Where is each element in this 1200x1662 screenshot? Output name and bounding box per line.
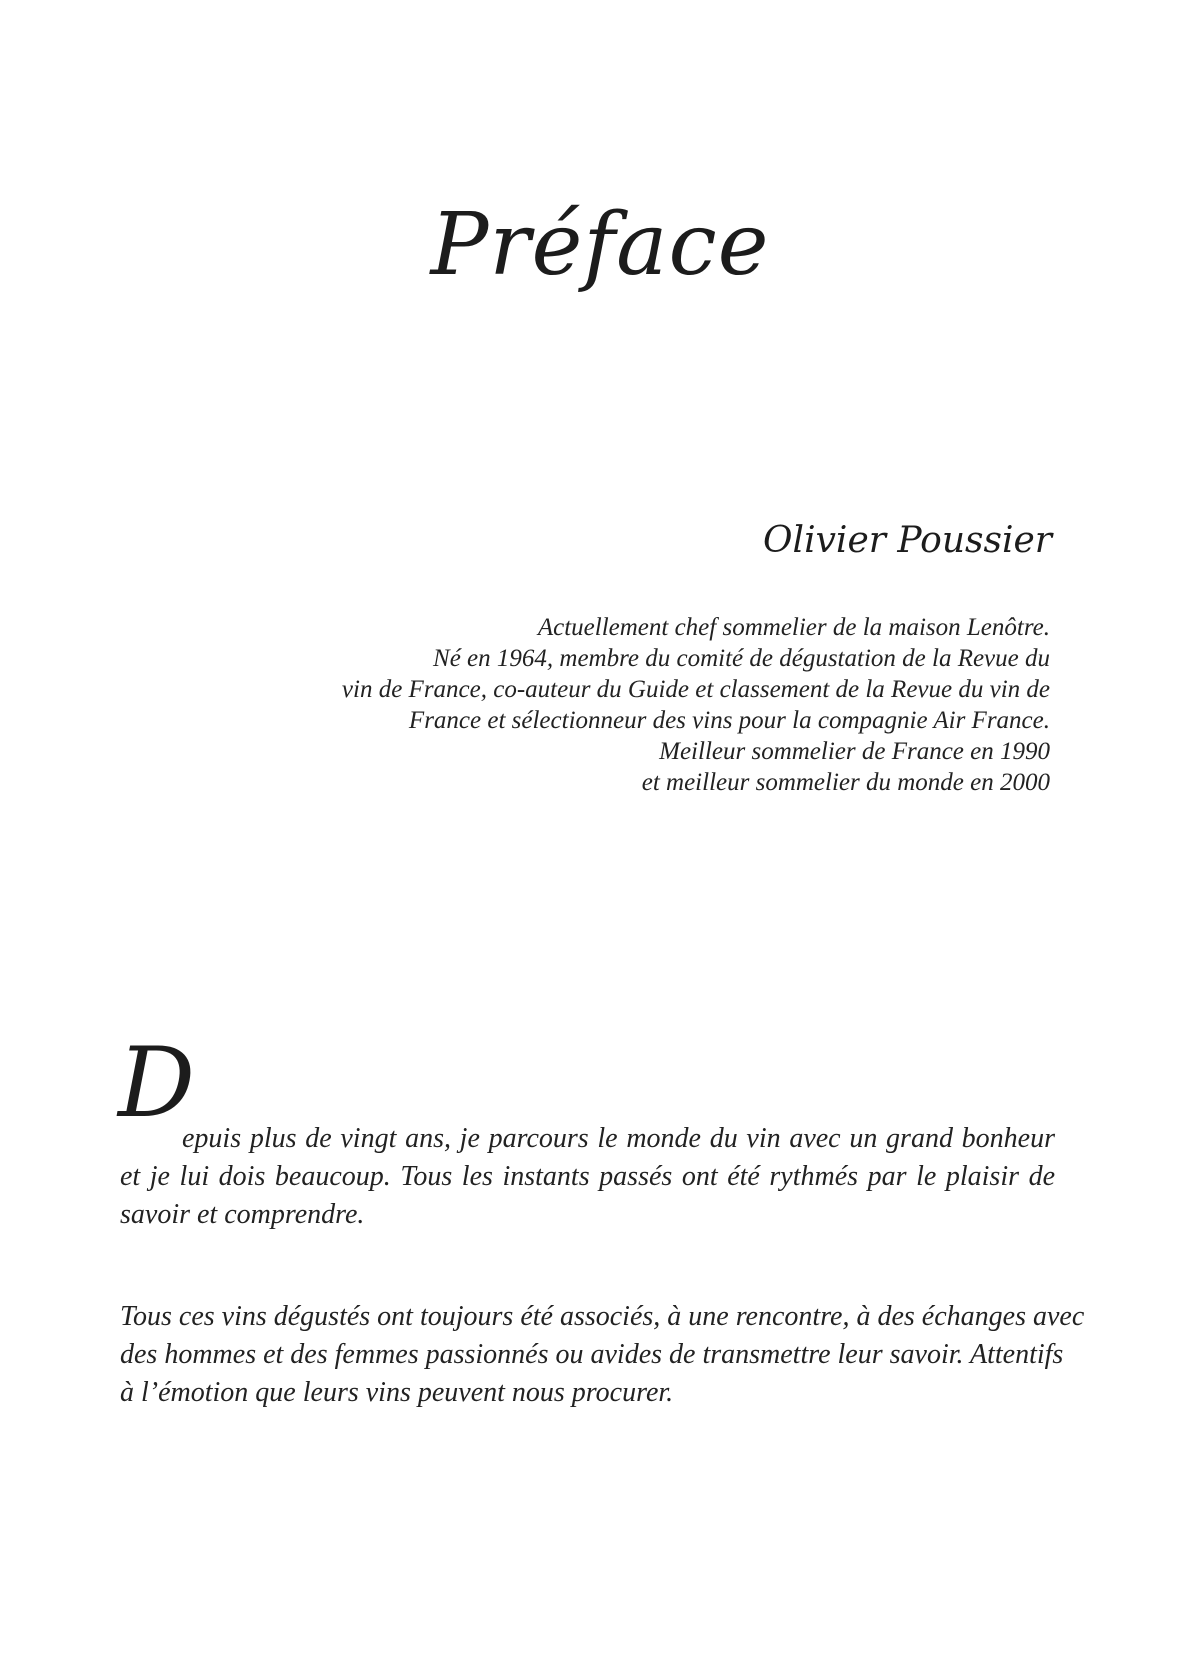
- paragraph-line: Tous ces vins dégustés ont toujours été associés, à une rencontre, à des échanges avec: [120, 1301, 1085, 1332]
- drop-cap: D: [118, 1027, 195, 1139]
- bio-line: Né en 1964, membre du comité de dégustation de la Revue du: [433, 645, 1050, 672]
- bio-line: vin de France, co-auteur du Guide et classement de la Revue du vin de: [341, 676, 1050, 703]
- author-bio: [330, 612, 1050, 798]
- paragraph-line: epuis plus de vingt ans, je parcours le monde du vin avec un grand bonheur: [182, 1123, 1055, 1154]
- paragraph-line: savoir et comprendre.: [120, 1199, 365, 1230]
- paragraph-2: [120, 1298, 1085, 1412]
- bio-line: et meilleur sommelier du monde en 2000: [641, 769, 1050, 796]
- paragraph-line: des hommes et des femmes passionnés ou avides de transmettre leur savoir. Attentifs: [120, 1339, 1064, 1370]
- bio-line: France et sélectionneur des vins pour la compagnie Air France.: [408, 707, 1050, 734]
- paragraph-line: et je lui dois beaucoup. Tous les instants passés ont été rythmés par le plaisir de: [120, 1161, 1055, 1192]
- paragraph-line: à l’émotion que leurs vins peuvent nous procurer.: [120, 1377, 674, 1408]
- bio-line: Actuellement chef sommelier de la maison Lenôtre.: [537, 614, 1050, 641]
- paragraph-1: [118, 1027, 1055, 1234]
- bio-line: Meilleur sommelier de France en 1990: [659, 738, 1050, 765]
- author-name: Olivier Poussier: [763, 520, 1052, 561]
- page-title: Préface: [430, 195, 770, 295]
